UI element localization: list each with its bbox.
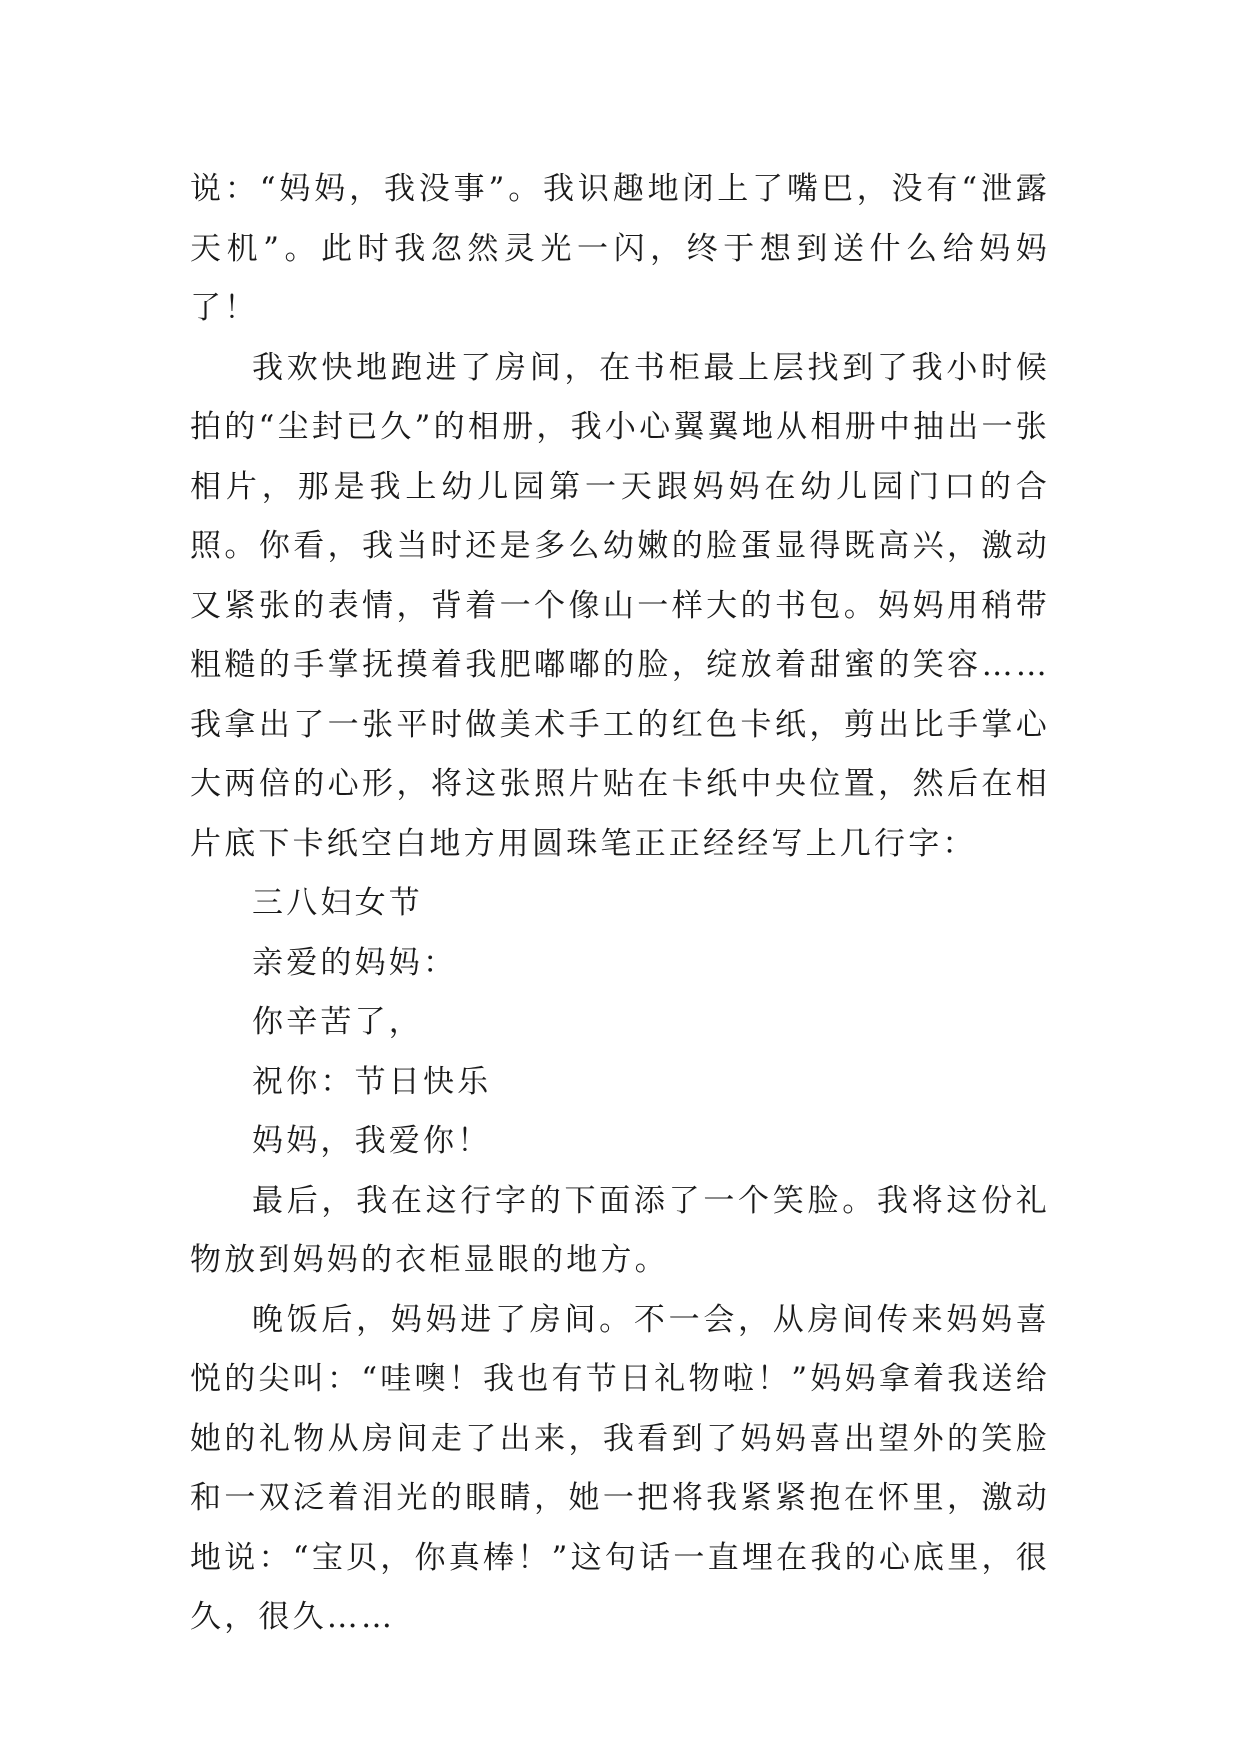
card-line-love: 妈妈，我爱你！ xyxy=(252,1123,492,1159)
card-line-wish: 祝你：节日快乐 xyxy=(252,1063,492,1100)
card-line-thanks: 你辛苦了， xyxy=(252,1004,423,1040)
paragraph-smiley: 最后，我在这行字的下面添了一个笑脸。我将这份礼物放到妈妈的衣柜显眼的地方。 xyxy=(190,1182,1050,1278)
paragraph-continued: 说：“妈妈，我没事”。我识趣地闭上了嘴巴，没有“泄露天机”。此时我忽然灵光一闪，终于想到送什么给妈妈了！ xyxy=(190,171,1050,326)
card-line-title: 三八妇女节 xyxy=(252,885,423,921)
paragraph-after-dinner: 晚饭后，妈妈进了房间。不一会，从房间传来妈妈喜悦的尖叫：“哇噢！我也有节日礼物啦！”妈妈拿着我送给她的礼物从房间走了出来，我看到了妈妈喜出望外的笑脸和一双泛着泪光的眼睛，她一把将我紧紧抱在怀里，激动地说：“宝贝，你真棒！”这句话一直埋在我的心底里，很久，很久…… xyxy=(190,1301,1050,1635)
paragraph-photo-gift: 我欢快地跑进了房间，在书柜最上层找到了我小时候拍的“尘封已久”的相册，我小心翼翼地从相册中抽出一张相片，那是我上幼儿园第一天跟妈妈在幼儿园门口的合照。你看，我当时还是多么幼嫩的脸蛋显得既高兴，激动又紧张的表情，背着一个像山一样大的书包。妈妈用稍带粗糙的手掌抚摸着我肥嘟嘟的脸，绽放着甜蜜的笑容……我拿出了一张平时做美术手工的红色卡纸，剪出比手掌心大两倍的心形，将这张照片贴在卡纸中央位置，然后在相片底下卡纸空白地方用圆珠笔正正经经写上几行字： xyxy=(190,349,1050,862)
document-body xyxy=(190,160,1050,1648)
card-line-greeting: 亲爱的妈妈： xyxy=(252,944,458,981)
